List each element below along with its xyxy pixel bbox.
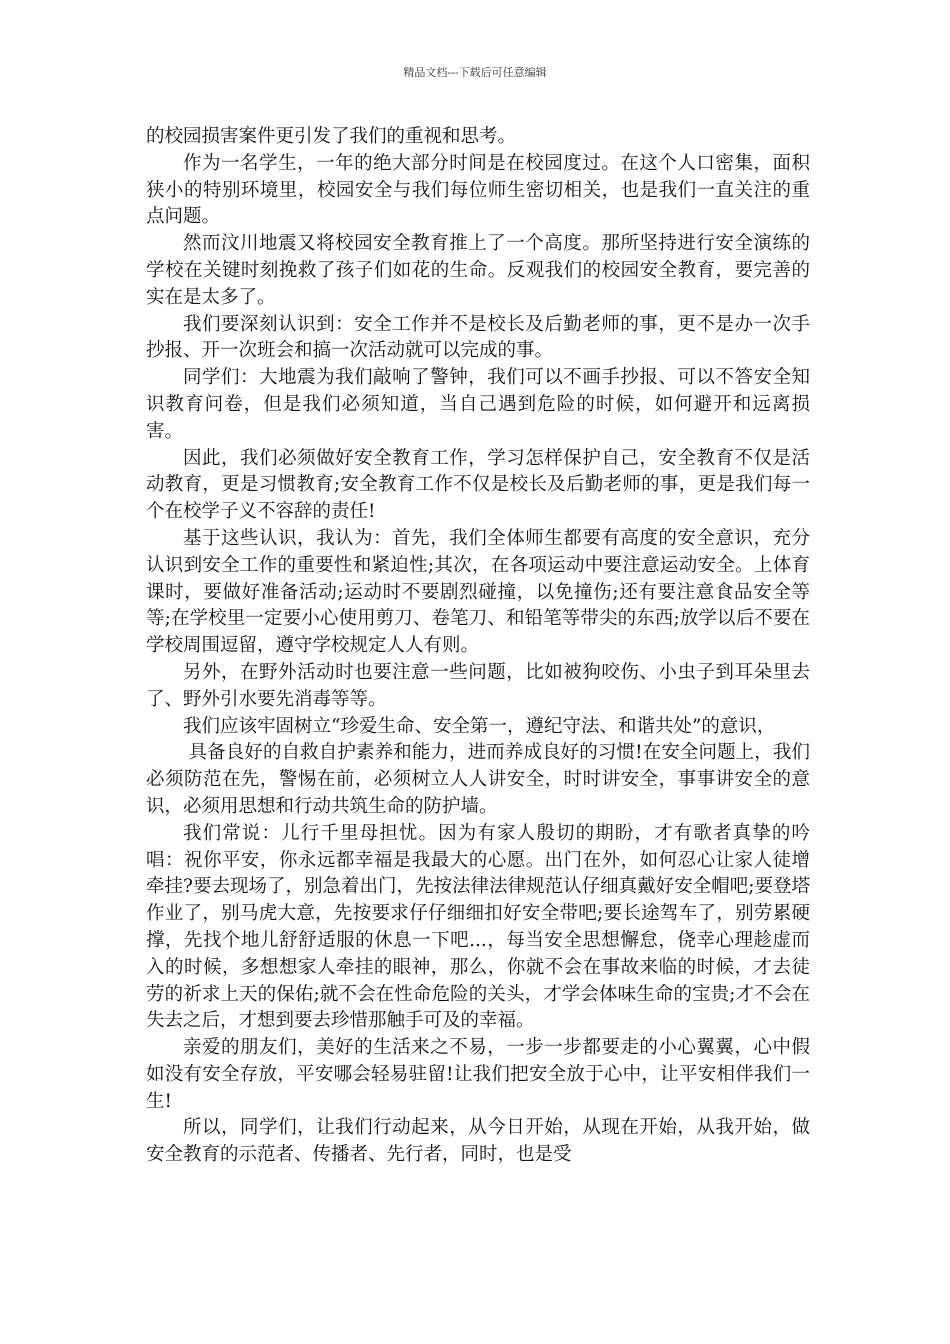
paragraph: 亲爱的朋友们，美好的生活来之不易，一步一步都要走的小心翼翼，心中假如没有安全存放，平安哪会轻易驻留!让我们把安全放于心中，让平安相伴我们一生! [146, 1037, 810, 1112]
paragraph: 作为一名学生，一年的绝大部分时间是在校园度过。在这个人口密集，面积狭小的特别环境里，校园安全与我们每位师生密切相关，也是我们一直关注的重点问题。 [146, 152, 810, 228]
paragraph: 我们要深刻认识到：安全工作并不是校长及后勤老师的事，更不是办一次手抄报、开一次班会和搞一次活动就可以完成的事。 [146, 313, 810, 362]
paragraph: 的校园损害案件更引发了我们的重视和思考。 [146, 126, 517, 147]
paragraph: 我们常说：儿行千里母担忧。因为有家人殷切的期盼，才有歌者真挚的吟唱：祝你平安，你永远都幸福是我最大的心愿。出门在外，如何忍心让家人徒增牵挂?要去现场了，别急着出门，先按法律法律规范认仔细真戴好安全帽吧;要登塔作业了，别马虎大意，先按要求仔仔细细扣好安全带吧;要长途驾车了，别劳累硬撑，先找个地儿舒舒适服的休息一下吧...，每当安全思想懈怠，侥幸心理趁虚而入的时候，多想想家人牵挂的眼神，那么，你就不会在事故来临的时候，才去徒劳的祈求上天的保佑;就不会在性命危险的关头，才学会体味生命的宝贵;才不会在失去之后，才想到要去珍惜那触手可及的幸福。 [146, 822, 810, 1032]
paragraph: 我们应该牢固树立“珍爱生命、安全第一，遵纪守法、和谐共处”的意识， [183, 715, 776, 737]
paragraph: 所以，同学们，让我们行动起来，从今日开始，从现在开始，从我开始，做安全教育的示范者、传播者、先行者，同时，也是受 [146, 1117, 810, 1166]
paragraph: 具备良好的自救自护素养和能力，进而养成良好的习惯!在安全问题上，我们必须防范在先，警惕在前，必须树立人人讲安全，时时讲安全，事事讲安全的意识，必须用思想和行动共筑生命的防护墙。 [146, 742, 810, 817]
paragraph: 然而汶川地震又将校园安全教育推上了一个高度。那所坚持进行安全演练的学校在关键时刻挽救了孩子们如花的生命。反观我们的校园安全教育，要完善的实在是太多了。 [146, 233, 810, 308]
paragraph: 另外，在野外活动时也要注意一些问题，比如被狗咬伤、小虫子到耳朵里去了、野外引水要先消毒等等。 [146, 661, 810, 710]
paragraph: 基于这些认识，我认为：首先，我们全体师生都要有高度的安全意识，充分认识到安全工作的重要性和紧迫性;其次，在各项运动中要注意运动安全。上体育课时，要做好准备活动;运动时不要剧烈碰撞，以免撞伤;还有要注意食品安全等等;在学校里一定要小心使用剪刀、卷笔刀、和铅笔等带尖的东西;放学以后不要在学校周围逗留，遵守学校规定人人有则。 [146, 527, 810, 657]
paragraph: 同学们：大地震为我们敲响了警钟，我们可以不画手抄报、可以不答安全知识教育问卷，但是我们必须知道，当自己遇到危险的时候，如何避开和远离损害。 [146, 367, 810, 442]
document-body [146, 124, 810, 1169]
page-header: 精品文档---下载后可任意编辑 [403, 66, 547, 79]
paragraph: 因此，我们必须做好安全教育工作，学习怎样保护自己，安全教育不仅是活动教育，更是习惯教育;安全教育工作不仅是校长及后勤老师的事，更是我们每一个在校学子义不容辞的责任! [146, 447, 810, 523]
